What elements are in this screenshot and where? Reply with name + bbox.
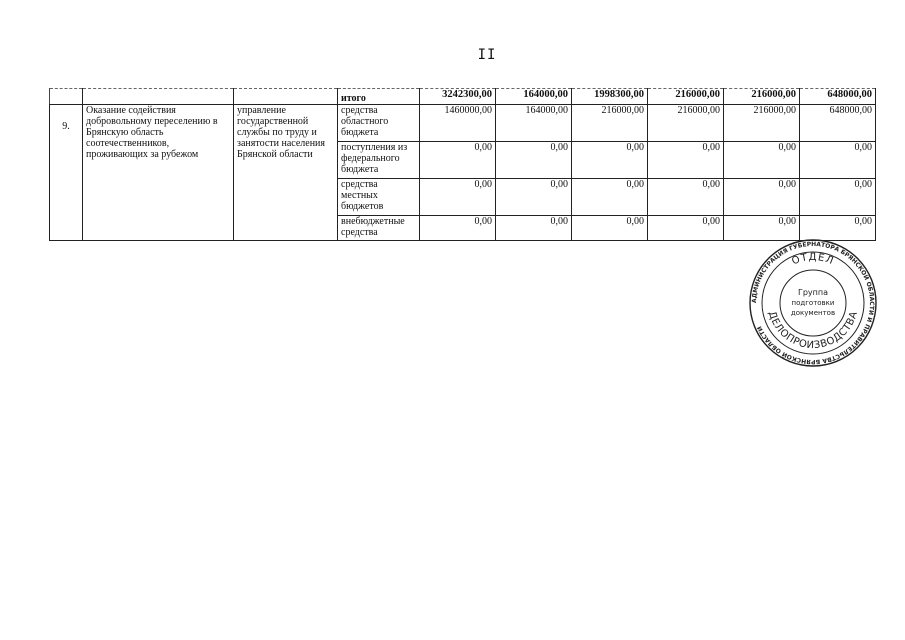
source-value: 0,00 xyxy=(724,142,800,179)
source-label: средства местных бюджетов xyxy=(338,179,420,216)
total-row xyxy=(50,89,876,105)
item-name: Оказание содействия добровольному переселению в Брянскую область соотечественников, проживающих за рубежом xyxy=(83,105,234,241)
stamp-center-line3: документов xyxy=(790,309,836,317)
source-value: 0,00 xyxy=(724,179,800,216)
source-value: 0,00 xyxy=(572,216,648,241)
source-value: 0,00 xyxy=(496,142,572,179)
source-value: 0,00 xyxy=(572,142,648,179)
source-value: 1460000,00 xyxy=(420,105,496,142)
source-value: 216000,00 xyxy=(648,105,724,142)
source-label: средства областного бюджета xyxy=(338,105,420,142)
source-label: поступления из федерального бюджета xyxy=(338,142,420,179)
item-index: 9. xyxy=(50,105,83,241)
stamp-center-line1: Группа xyxy=(797,288,829,297)
stamp-center-line2: подготовки xyxy=(791,299,835,307)
page-number: II xyxy=(477,47,497,63)
total-blank-cell xyxy=(83,89,234,105)
total-blank-cell xyxy=(50,89,83,105)
stamp-outer-text: АДМИНИСТРАЦИЯ ГУБЕРНАТОРА БРЯНСКОЙ ОБЛАСТИ И ПРАВИТЕЛЬСТВА БРЯНСКОЙ ОБЛАСТИ xyxy=(750,240,876,366)
source-value: 0,00 xyxy=(496,179,572,216)
office-stamp xyxy=(748,238,878,368)
source-label: внебюджетные средства xyxy=(338,216,420,241)
source-value: 164000,00 xyxy=(496,105,572,142)
source-value: 648000,00 xyxy=(800,105,876,142)
total-value: 216000,00 xyxy=(724,89,800,105)
budget-table xyxy=(49,88,876,241)
source-value: 216000,00 xyxy=(572,105,648,142)
source-value: 0,00 xyxy=(648,216,724,241)
total-value: 216000,00 xyxy=(648,89,724,105)
total-value: 648000,00 xyxy=(800,89,876,105)
item-executor: управление государственной службы по труду и занятости населения Брянской области xyxy=(234,105,338,241)
source-value: 0,00 xyxy=(572,179,648,216)
total-value: 3242300,00 xyxy=(420,89,496,105)
source-value: 0,00 xyxy=(420,179,496,216)
stamp-arc-top: ОТДЕЛ xyxy=(790,251,836,268)
source-value: 0,00 xyxy=(496,216,572,241)
stamp-arc-bottom: ДЕЛОПРОИЗВОДСТВА xyxy=(765,310,861,352)
total-blank-cell xyxy=(234,89,338,105)
total-label: итого xyxy=(338,89,420,105)
total-value: 1998300,00 xyxy=(572,89,648,105)
source-value: 0,00 xyxy=(420,216,496,241)
source-value: 0,00 xyxy=(800,216,876,241)
source-value: 0,00 xyxy=(800,142,876,179)
source-value: 0,00 xyxy=(420,142,496,179)
source-value: 0,00 xyxy=(724,216,800,241)
source-value: 0,00 xyxy=(800,179,876,216)
source-value: 216000,00 xyxy=(724,105,800,142)
source-value: 0,00 xyxy=(648,142,724,179)
total-value: 164000,00 xyxy=(496,89,572,105)
table-row xyxy=(50,105,876,142)
source-value: 0,00 xyxy=(648,179,724,216)
